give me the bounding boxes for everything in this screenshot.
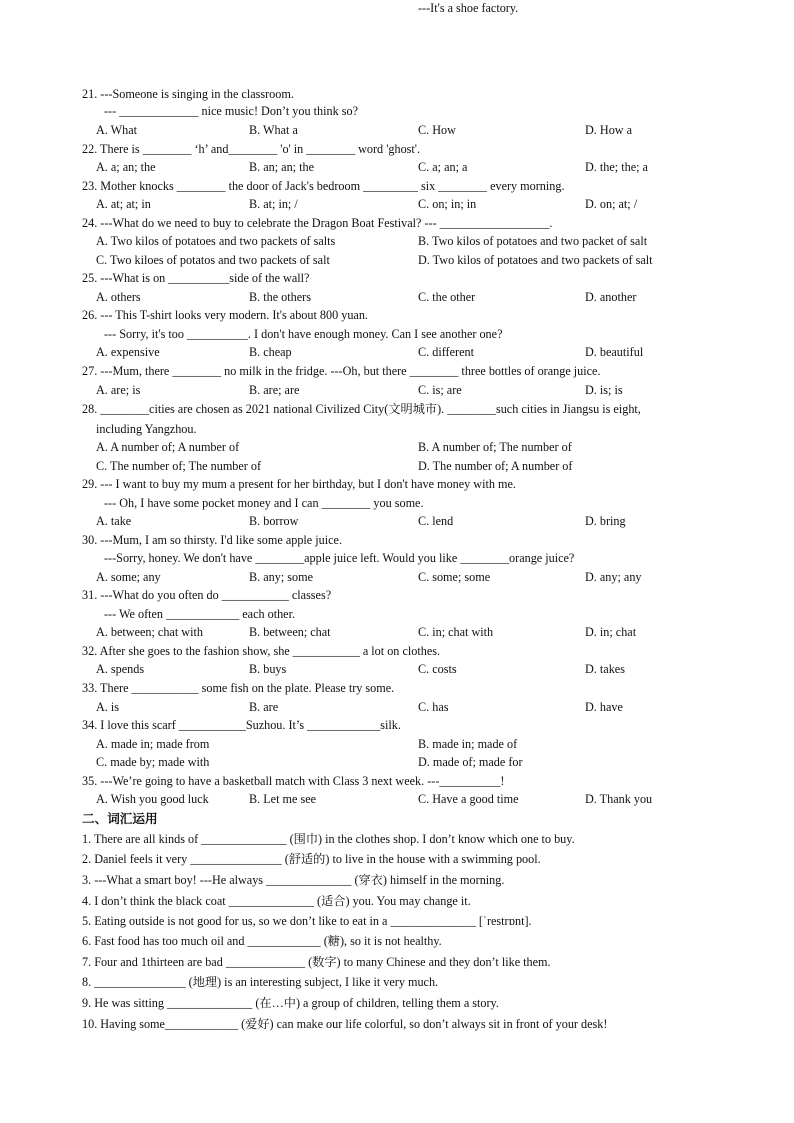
question-29-line-2: --- Oh, I have some pocket money and I can ________ you some. — [104, 496, 424, 510]
question-21-option-C: C. How — [418, 123, 456, 137]
question-25-option-A: A. others — [96, 290, 141, 304]
question-25-line-2: ---It's a shoe factory. — [418, 1, 519, 15]
question-27-line-1: 27. ---Mum, there ________ no milk in the fridge. ---Oh, but there ________ three bottles of orange juice. — [82, 364, 601, 378]
vocab-item-5: 5. Eating outside is not good for us, so we don’t like to eat in a ______________ [ˈrestrɒnt]. — [82, 914, 532, 928]
question-29-option-B: B. borrow — [249, 514, 299, 528]
question-26-line-2: --- Sorry, it's too __________. I don't have enough money. Can I see another one? — [104, 327, 503, 341]
question-26-line-1: 26. --- This T-shirt looks very modern. It's about 800 yuan. — [82, 308, 368, 322]
question-35-line-1: 35. ---We’re going to have a basketball match with Class 3 next week. ---__________! — [82, 774, 505, 788]
question-26-option-C: C. different — [418, 345, 474, 359]
question-32-option-C: C. costs — [418, 662, 457, 676]
question-24-option-A: A. Two kilos of potatoes and two packets of salts — [96, 234, 336, 248]
question-28-option-B: B. A number of; The number of — [418, 440, 572, 454]
question-34-line-1: 34. I love this scarf ___________Suzhou. It’s ____________silk. — [82, 718, 401, 732]
question-21-option-A: A. What — [96, 123, 138, 137]
question-30-line-2: ---Sorry, honey. We don't have ________apple juice left. Would you like ________orange juice? — [104, 551, 575, 565]
question-31-option-D: D. in; chat — [585, 625, 637, 639]
question-30-line-1: 30. ---Mum, I am so thirsty. I'd like some apple juice. — [82, 533, 342, 547]
question-33-option-D: D. have — [585, 700, 623, 714]
question-27-option-A: A. are; is — [96, 383, 141, 397]
question-29-option-C: C. lend — [418, 514, 454, 528]
question-22-line-1: 22. There is ________ ‘h’ and________ 'o' in ________ word 'ghost'. — [82, 142, 421, 156]
question-28-option-A: A. A number of; A number of — [96, 440, 240, 454]
question-33-line-1: 33. There ___________ some fish on the plate. Please try some. — [82, 681, 395, 695]
question-23-option-D: D. on; at; / — [585, 197, 638, 211]
question-35-option-B: B. Let me see — [249, 792, 317, 806]
question-25-option-C: C. the other — [418, 290, 476, 304]
question-22-option-D: D. the; the; a — [585, 160, 648, 174]
section-2-title: 二、词汇运用 — [82, 811, 158, 826]
question-28-option-C: C. The number of; The number of — [96, 459, 262, 473]
vocab-item-8: 8. _______________ (地理) is an interesting subject, I like it very much. — [82, 975, 439, 989]
vocab-item-10: 10. Having some____________ (爱好) can make our life colorful, so don’t always sit in front of your desk! — [82, 1017, 608, 1031]
question-24-option-C: C. Two kiloes of potatos and two packets of salt — [96, 253, 330, 267]
vocab-item-4: 4. I don’t think the black coat ______________ (适合) you. You may change it. — [82, 894, 471, 908]
question-30-option-B: B. any; some — [249, 570, 313, 584]
question-21-option-D: D. How a — [585, 123, 633, 137]
question-31-option-B: B. between; chat — [249, 625, 331, 639]
question-21-line-2: --- _____________ nice music! Don’t you think so? — [104, 104, 358, 118]
question-31-option-A: A. between; chat with — [96, 625, 203, 639]
question-28-line-1: 28. ________cities are chosen as 2021 national Civilized City(文明城市). ________such cities in Jiangsu is eight, — [82, 402, 641, 416]
question-23-option-B: B. at; in; / — [249, 197, 298, 211]
question-32-line-1: 32. After she goes to the fashion show, she ___________ a lot on clothes. — [82, 644, 441, 658]
vocab-item-1: 1. There are all kinds of ______________ (围巾) in the clothes shop. I don’t know which one to buy. — [82, 832, 575, 846]
question-35-option-C: C. Have a good time — [418, 792, 519, 806]
question-32-option-B: B. buys — [249, 662, 287, 676]
question-31-line-1: 31. ---What do you often do ___________ classes? — [82, 588, 332, 602]
question-32-option-A: A. spends — [96, 662, 145, 676]
question-28-option-D: D. The number of; A number of — [418, 459, 573, 473]
vocab-item-2: 2. Daniel feels it very _______________ (舒适的) to live in the house with a swimming pool. — [82, 852, 541, 866]
question-34-option-D: D. made of; made for — [418, 755, 523, 769]
question-23-line-1: 23. Mother knocks ________ the door of Jack's bedroom _________ six ________ every morning. — [82, 179, 565, 193]
vocab-item-7: 7. Four and 1thirteen are bad _____________ (数字) to many Chinese and they don’t like them. — [82, 955, 551, 969]
question-29-line-1: 29. --- I want to buy my mum a present for her birthday, but I don't have money with me. — [82, 477, 516, 491]
question-30-option-C: C. some; some — [418, 570, 491, 584]
question-22-option-A: A. a; an; the — [96, 160, 156, 174]
question-27-option-C: C. is; are — [418, 383, 462, 397]
question-30-option-A: A. some; any — [96, 570, 161, 584]
question-23-option-C: C. on; in; in — [418, 197, 477, 211]
question-23-option-A: A. at; at; in — [96, 197, 151, 211]
question-34-option-B: B. made in; made of — [418, 737, 518, 751]
vocab-item-3: 3. ---What a smart boy! ---He always ______________ (穿衣) himself in the morning. — [82, 873, 505, 887]
question-35-option-D: D. Thank you — [585, 792, 653, 806]
question-33-option-B: B. are — [249, 700, 279, 714]
question-25-option-D: D. another — [585, 290, 637, 304]
vocab-item-6: 6. Fast food has too much oil and ____________ (糖), so it is not healthy. — [82, 934, 442, 948]
question-28-line-2: including Yangzhou. — [96, 422, 197, 436]
vocab-item-9: 9. He was sitting ______________ (在…中) a group of children, telling them a story. — [82, 996, 499, 1010]
question-29-option-A: A. take — [96, 514, 132, 528]
question-27-option-B: B. are; are — [249, 383, 300, 397]
question-24-option-D: D. Two kilos of potatoes and two packets of salt — [418, 253, 653, 267]
question-21-line-1: 21. ---Someone is singing in the classroom. — [82, 87, 294, 101]
question-26-option-A: A. expensive — [96, 345, 160, 359]
question-32-option-D: D. takes — [585, 662, 625, 676]
question-25-line-1: 25. ---What is on __________side of the wall? — [82, 271, 310, 285]
question-22-option-B: B. an; an; the — [249, 160, 314, 174]
question-33-option-C: C. has — [418, 700, 449, 714]
question-26-option-D: D. beautiful — [585, 345, 644, 359]
question-34-option-A: A. made in; made from — [96, 737, 210, 751]
question-21-option-B: B. What a — [249, 123, 298, 137]
question-34-option-C: C. made by; made with — [96, 755, 210, 769]
question-24-line-1: 24. ---What do we need to buy to celebrate the Dragon Boat Festival? --- __________________. — [82, 216, 553, 230]
question-30-option-D: D. any; any — [585, 570, 642, 584]
question-35-option-A: A. Wish you good luck — [96, 792, 209, 806]
question-31-option-C: C. in; chat with — [418, 625, 494, 639]
question-33-option-A: A. is — [96, 700, 120, 714]
question-22-option-C: C. a; an; a — [418, 160, 468, 174]
question-26-option-B: B. cheap — [249, 345, 292, 359]
question-29-option-D: D. bring — [585, 514, 626, 528]
question-25-option-B: B. the others — [249, 290, 311, 304]
question-27-option-D: D. is; is — [585, 383, 623, 397]
question-31-line-2: --- We often ____________ each other. — [104, 607, 296, 621]
question-24-option-B: B. Two kilos of potatoes and two packet of salt — [418, 234, 648, 248]
